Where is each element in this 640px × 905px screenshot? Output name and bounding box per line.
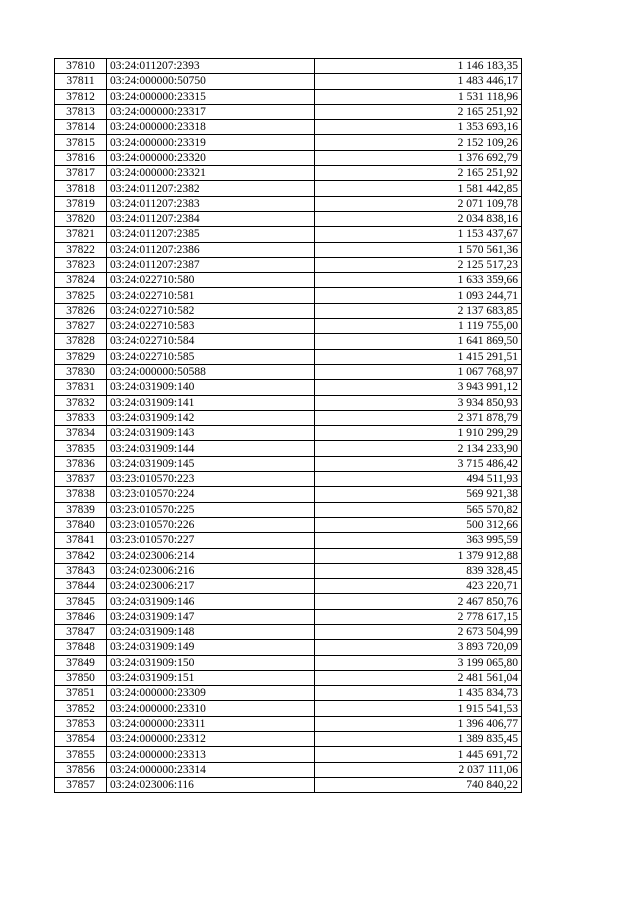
table-row: [55, 716, 522, 731]
value-cell: 1 379 912,88: [315, 548, 522, 563]
table-row: [55, 211, 522, 226]
row-number-cell: 37839: [55, 502, 107, 517]
table-row: [55, 777, 522, 792]
table-row: [55, 181, 522, 196]
table-row: [55, 166, 522, 181]
table-row: [55, 135, 522, 150]
cadastral-number-cell: 03:24:000000:50750: [107, 74, 315, 89]
table-row: [55, 517, 522, 532]
value-cell: 1 353 693,16: [315, 120, 522, 135]
value-cell: 1 093 244,71: [315, 288, 522, 303]
cadastral-number-cell: 03:24:031909:143: [107, 426, 315, 441]
table-row: [55, 670, 522, 685]
value-cell: 3 715 486,42: [315, 456, 522, 471]
cadastral-number-cell: 03:24:000000:23311: [107, 716, 315, 731]
value-cell: 2 467 850,76: [315, 594, 522, 609]
row-number-cell: 37836: [55, 456, 107, 471]
value-cell: 565 570,82: [315, 502, 522, 517]
table-row: [55, 410, 522, 425]
table-row: [55, 762, 522, 777]
cadastral-number-cell: 03:24:031909:145: [107, 456, 315, 471]
cadastral-number-cell: 03:23:010570:224: [107, 487, 315, 502]
row-number-cell: 37842: [55, 548, 107, 563]
cadastral-number-cell: 03:24:023006:217: [107, 579, 315, 594]
table-row: [55, 747, 522, 762]
row-number-cell: 37835: [55, 441, 107, 456]
table-row: [55, 487, 522, 502]
cadastral-number-cell: 03:23:010570:225: [107, 502, 315, 517]
cadastral-number-cell: 03:24:023006:214: [107, 548, 315, 563]
value-cell: 1 376 692,79: [315, 150, 522, 165]
value-cell: 2 165 251,92: [315, 166, 522, 181]
value-cell: 2 034 838,16: [315, 211, 522, 226]
value-cell: 1 910 299,29: [315, 426, 522, 441]
cadastral-number-cell: 03:24:000000:23320: [107, 150, 315, 165]
value-cell: 3 934 850,93: [315, 395, 522, 410]
value-cell: 2 037 111,06: [315, 762, 522, 777]
value-cell: 1 119 755,00: [315, 319, 522, 334]
cadastral-number-cell: 03:24:000000:23315: [107, 89, 315, 104]
cadastral-number-cell: 03:24:011207:2393: [107, 59, 315, 74]
value-cell: 2 137 683,85: [315, 303, 522, 318]
cadastral-number-cell: 03:24:031909:151: [107, 670, 315, 685]
value-cell: 1 915 541,53: [315, 701, 522, 716]
row-number-cell: 37826: [55, 303, 107, 318]
value-cell: 1 531 118,96: [315, 89, 522, 104]
row-number-cell: 37844: [55, 579, 107, 594]
row-number-cell: 37838: [55, 487, 107, 502]
row-number-cell: 37815: [55, 135, 107, 150]
cadastral-number-cell: 03:24:031909:150: [107, 655, 315, 670]
data-table: [54, 58, 522, 793]
cadastral-number-cell: 03:24:011207:2384: [107, 211, 315, 226]
row-number-cell: 37851: [55, 686, 107, 701]
value-cell: 1 153 437,67: [315, 227, 522, 242]
row-number-cell: 37830: [55, 364, 107, 379]
cadastral-number-cell: 03:24:022710:582: [107, 303, 315, 318]
value-cell: 3 199 065,80: [315, 655, 522, 670]
cadastral-number-cell: 03:24:031909:144: [107, 441, 315, 456]
table-row: [55, 288, 522, 303]
table-row: [55, 74, 522, 89]
cadastral-number-cell: 03:24:000000:23318: [107, 120, 315, 135]
cadastral-number-cell: 03:24:031909:147: [107, 609, 315, 624]
table-row: [55, 533, 522, 548]
value-cell: 1 570 561,36: [315, 242, 522, 257]
cadastral-number-cell: 03:24:023006:116: [107, 777, 315, 792]
row-number-cell: 37833: [55, 410, 107, 425]
cadastral-number-cell: 03:24:000000:23321: [107, 166, 315, 181]
table-row: [55, 196, 522, 211]
value-cell: 2 071 109,78: [315, 196, 522, 211]
row-number-cell: 37816: [55, 150, 107, 165]
row-number-cell: 37855: [55, 747, 107, 762]
table-row: [55, 594, 522, 609]
row-number-cell: 37840: [55, 517, 107, 532]
row-number-cell: 37848: [55, 640, 107, 655]
cadastral-number-cell: 03:24:000000:23310: [107, 701, 315, 716]
value-cell: 2 481 561,04: [315, 670, 522, 685]
cadastral-number-cell: 03:24:000000:23317: [107, 104, 315, 119]
row-number-cell: 37824: [55, 273, 107, 288]
row-number-cell: 37814: [55, 120, 107, 135]
table-row: [55, 303, 522, 318]
table-row: [55, 609, 522, 624]
cadastral-number-cell: 03:24:000000:50588: [107, 364, 315, 379]
table-row: [55, 548, 522, 563]
row-number-cell: 37821: [55, 227, 107, 242]
row-number-cell: 37856: [55, 762, 107, 777]
table-row: [55, 441, 522, 456]
cadastral-number-cell: 03:24:011207:2382: [107, 181, 315, 196]
cadastral-number-cell: 03:24:031909:149: [107, 640, 315, 655]
value-cell: 1 146 183,35: [315, 59, 522, 74]
row-number-cell: 37811: [55, 74, 107, 89]
value-cell: 1 581 442,85: [315, 181, 522, 196]
value-cell: 494 511,93: [315, 472, 522, 487]
value-cell: 1 396 406,77: [315, 716, 522, 731]
cadastral-number-cell: 03:24:031909:146: [107, 594, 315, 609]
row-number-cell: 37843: [55, 563, 107, 578]
table-row: [55, 456, 522, 471]
cadastral-number-cell: 03:24:000000:23319: [107, 135, 315, 150]
row-number-cell: 37818: [55, 181, 107, 196]
row-number-cell: 37831: [55, 380, 107, 395]
value-cell: 2 778 617,15: [315, 609, 522, 624]
table-row: [55, 563, 522, 578]
value-cell: 3 893 720,09: [315, 640, 522, 655]
cadastral-number-cell: 03:23:010570:223: [107, 472, 315, 487]
row-number-cell: 37849: [55, 655, 107, 670]
value-cell: 2 134 233,90: [315, 441, 522, 456]
table-row: [55, 257, 522, 272]
table-row: [55, 150, 522, 165]
table-row: [55, 579, 522, 594]
cadastral-number-cell: 03:24:000000:23314: [107, 762, 315, 777]
cadastral-number-cell: 03:24:031909:142: [107, 410, 315, 425]
value-cell: 363 995,59: [315, 533, 522, 548]
cadastral-number-cell: 03:24:011207:2383: [107, 196, 315, 211]
cadastral-number-cell: 03:24:011207:2386: [107, 242, 315, 257]
table-row: [55, 227, 522, 242]
table-body: [55, 59, 522, 793]
table-row: [55, 701, 522, 716]
table-row: [55, 624, 522, 639]
table-row: [55, 732, 522, 747]
value-cell: 1 435 834,73: [315, 686, 522, 701]
table-row: [55, 380, 522, 395]
value-cell: 2 165 251,92: [315, 104, 522, 119]
value-cell: 1 389 835,45: [315, 732, 522, 747]
cadastral-number-cell: 03:24:022710:583: [107, 319, 315, 334]
table-row: [55, 395, 522, 410]
cadastral-number-cell: 03:24:031909:148: [107, 624, 315, 639]
row-number-cell: 37828: [55, 334, 107, 349]
table-row: [55, 319, 522, 334]
cadastral-number-cell: 03:24:022710:580: [107, 273, 315, 288]
cadastral-number-cell: 03:24:000000:23313: [107, 747, 315, 762]
value-cell: 2 673 504,99: [315, 624, 522, 639]
row-number-cell: 37854: [55, 732, 107, 747]
row-number-cell: 37810: [55, 59, 107, 74]
value-cell: 500 312,66: [315, 517, 522, 532]
value-cell: 1 445 691,72: [315, 747, 522, 762]
value-cell: 3 943 991,12: [315, 380, 522, 395]
row-number-cell: 37813: [55, 104, 107, 119]
cadastral-number-cell: 03:24:000000:23309: [107, 686, 315, 701]
row-number-cell: 37827: [55, 319, 107, 334]
table-row: [55, 59, 522, 74]
table-row: [55, 426, 522, 441]
row-number-cell: 37829: [55, 349, 107, 364]
table-row: [55, 120, 522, 135]
value-cell: 740 840,22: [315, 777, 522, 792]
cadastral-number-cell: 03:24:023006:216: [107, 563, 315, 578]
table-row: [55, 502, 522, 517]
value-cell: 1 641 869,50: [315, 334, 522, 349]
value-cell: 1 067 768,97: [315, 364, 522, 379]
table-row: [55, 364, 522, 379]
table-row: [55, 655, 522, 670]
value-cell: 839 328,45: [315, 563, 522, 578]
row-number-cell: 37846: [55, 609, 107, 624]
cadastral-number-cell: 03:24:022710:581: [107, 288, 315, 303]
row-number-cell: 37822: [55, 242, 107, 257]
cadastral-number-cell: 03:24:000000:23312: [107, 732, 315, 747]
cadastral-number-cell: 03:23:010570:226: [107, 517, 315, 532]
cadastral-number-cell: 03:23:010570:227: [107, 533, 315, 548]
row-number-cell: 37850: [55, 670, 107, 685]
row-number-cell: 37823: [55, 257, 107, 272]
row-number-cell: 37825: [55, 288, 107, 303]
cadastral-number-cell: 03:24:022710:584: [107, 334, 315, 349]
table-row: [55, 104, 522, 119]
row-number-cell: 37819: [55, 196, 107, 211]
value-cell: 2 371 878,79: [315, 410, 522, 425]
row-number-cell: 37852: [55, 701, 107, 716]
value-cell: 569 921,38: [315, 487, 522, 502]
value-cell: 1 633 359,66: [315, 273, 522, 288]
table-row: [55, 273, 522, 288]
cadastral-number-cell: 03:24:011207:2385: [107, 227, 315, 242]
row-number-cell: 37817: [55, 166, 107, 181]
table-row: [55, 472, 522, 487]
table-row: [55, 640, 522, 655]
table-row: [55, 334, 522, 349]
table-row: [55, 349, 522, 364]
value-cell: 1 415 291,51: [315, 349, 522, 364]
row-number-cell: 37857: [55, 777, 107, 792]
row-number-cell: 37837: [55, 472, 107, 487]
cadastral-number-cell: 03:24:011207:2387: [107, 257, 315, 272]
table-row: [55, 242, 522, 257]
row-number-cell: 37841: [55, 533, 107, 548]
table-row: [55, 686, 522, 701]
table-row: [55, 89, 522, 104]
row-number-cell: 37832: [55, 395, 107, 410]
row-number-cell: 37853: [55, 716, 107, 731]
value-cell: 2 125 517,23: [315, 257, 522, 272]
row-number-cell: 37834: [55, 426, 107, 441]
row-number-cell: 37847: [55, 624, 107, 639]
value-cell: 423 220,71: [315, 579, 522, 594]
value-cell: 1 483 446,17: [315, 74, 522, 89]
row-number-cell: 37812: [55, 89, 107, 104]
cadastral-number-cell: 03:24:031909:141: [107, 395, 315, 410]
cadastral-number-cell: 03:24:031909:140: [107, 380, 315, 395]
value-cell: 2 152 109,26: [315, 135, 522, 150]
cadastral-number-cell: 03:24:022710:585: [107, 349, 315, 364]
row-number-cell: 37845: [55, 594, 107, 609]
row-number-cell: 37820: [55, 211, 107, 226]
